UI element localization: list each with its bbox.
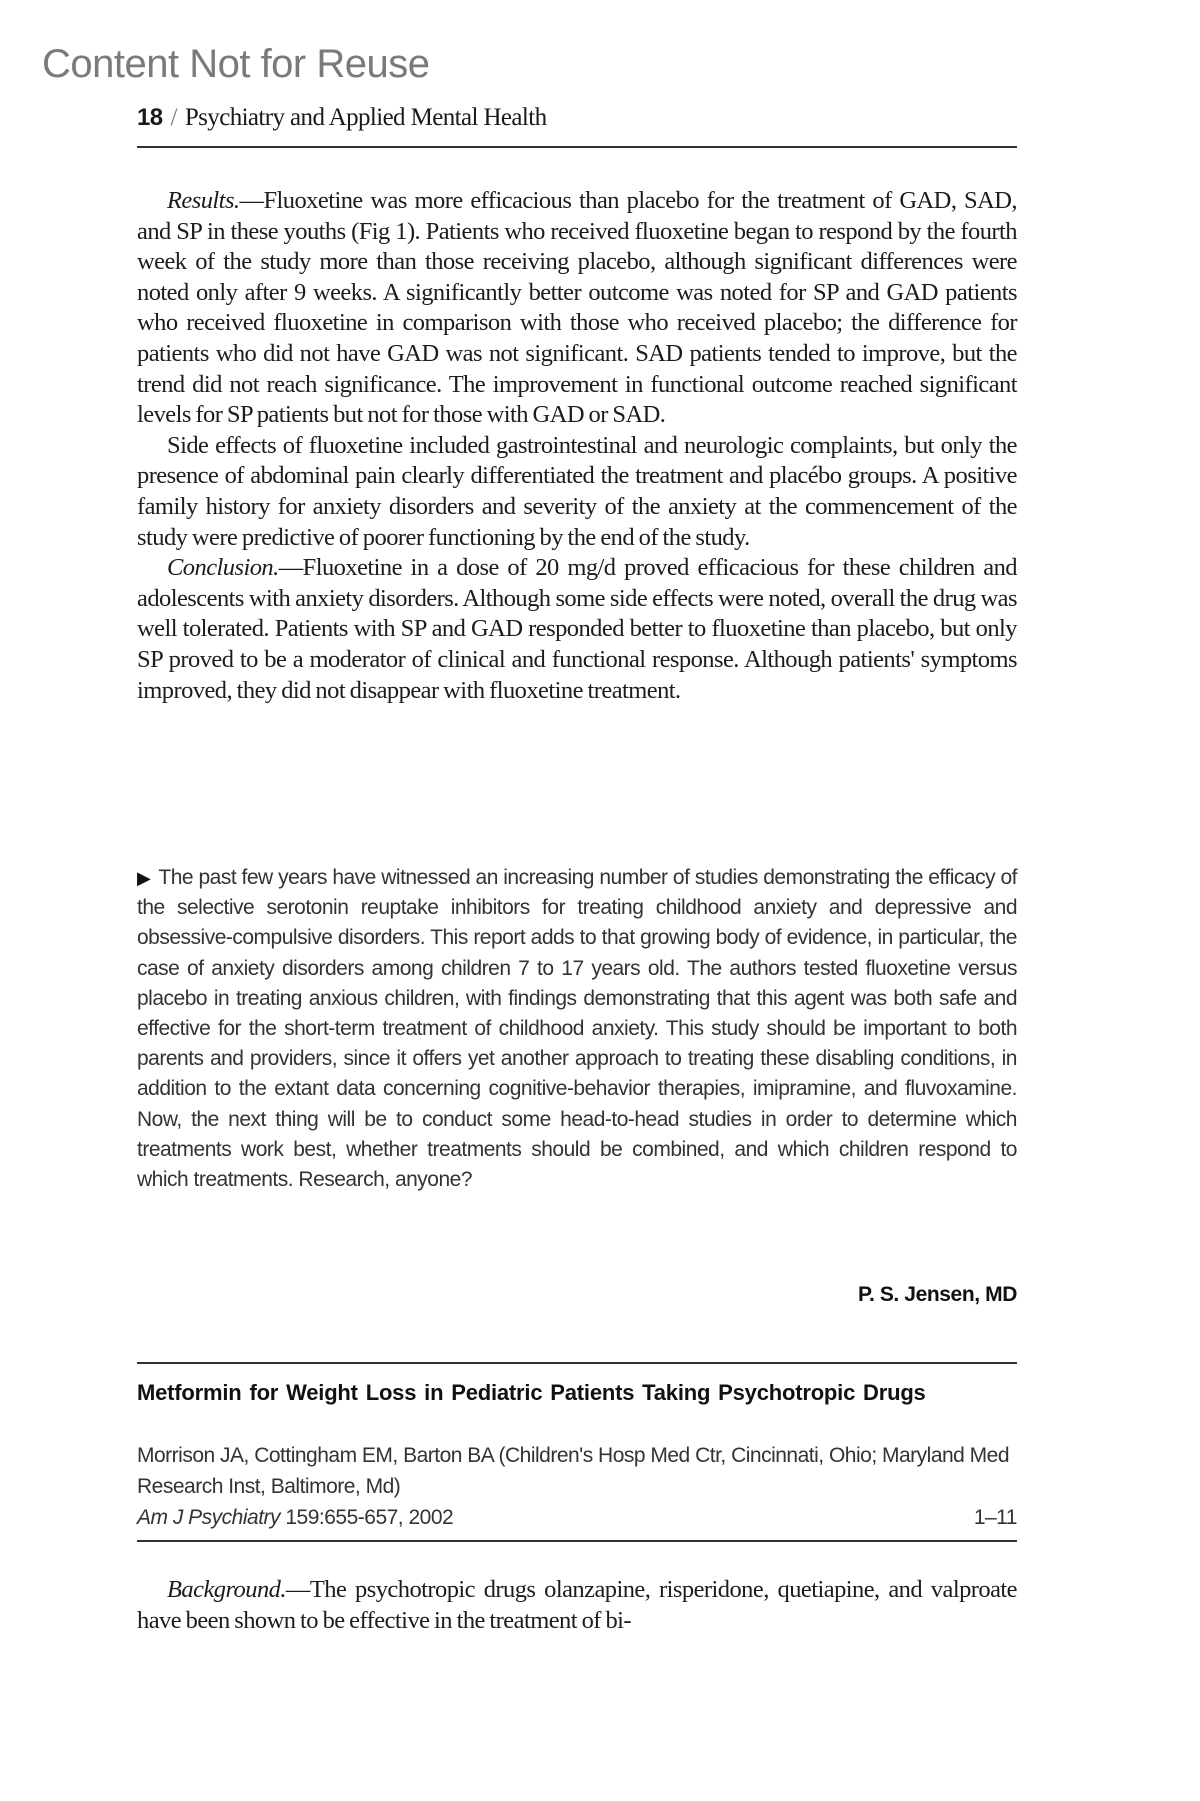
citation-journal: Am J Psychiatry — [137, 1506, 281, 1529]
page-number: 18 — [137, 104, 163, 131]
commentary-text: The past few years have witnessed an increasing number of studies demonstrating the efficacy of the selective serotonin reuptake inhibitors for treating childhood anxiety and depressive and obsessive-compulsive disorders. This report adds to that growing body of evidence, in particular, the case of anxiety disorders among children 7 to 17 years old. The authors tested fluoxetine versus placebo in treating anxious children, with findings demonstrating that this agent was both safe and effective for the short-term treatment of childhood anxiety. This study should be important to both parents and providers, since it offers yet another approach to treating these disabling conditions, in addition to the extant data concerning cognitive-behavior therapies, imipramine, and fluvoxamine. Now, the next thing will be to conduct some head-to-head studies in order to determine which treatments work best, whether treatments should be combined, and which children respond to which treatments. Research, anyone? — [137, 866, 1017, 1192]
citation — [137, 1502, 453, 1533]
conclusion-paragraph — [137, 553, 1017, 706]
article-meta — [137, 1440, 1017, 1533]
triangle-bullet-icon: ▶ — [137, 868, 151, 888]
results-lead: Results. — [167, 187, 240, 214]
commentary-signature: P. S. Jensen, MD — [858, 1283, 1017, 1306]
side-effects-text: Side effects of fluoxetine included gastrointestinal and neurologic complaints, but only the presence of abdominal pain clearly differentiated the treatment and placébo groups. A positive family history for anxiety disorders and severity of the anxiety at the commencement of the study were predictive of poorer functioning by the end of the study. — [137, 431, 1017, 551]
conclusion-lead: Conclusion. — [167, 554, 279, 582]
running-head-separator: / — [170, 104, 177, 131]
conclusion-text: —Fluoxetine in a dose of 20 mg/d proved efficacious for these children and adolescents with anxiety disorders. Although some side effects were noted, overall the drug was well tolerated. Patients with SP and GAD responded better to fluoxetine than placebo, but only SP proved to be a moderator of clinical and functional response. Although patients' symptoms improved, they did not disappear with fluoxetine treatment. — [137, 554, 1017, 704]
article-bottom-rule — [137, 1540, 1017, 1542]
results-text: —Fluoxetine was more efficacious than placebo for the treatment of GAD, SAD, and SP in these youths (Fig 1). Patients who received fluoxetine began to respond by the fourth week of the study more than those receiving placebo, although significant differences were noted only after 9 weeks. A significantly better outcome was noted for SP and GAD patients who received fluoxetine in comparison with those who received placebo; the difference for patients who did not have GAD was not significant. SAD patients tended to improve, but the trend did not reach significance. The improvement in functional outcome reached significant levels for SP patients but not for those with GAD or SAD. — [137, 187, 1017, 429]
article-code: 1–11 — [973, 1506, 1017, 1529]
article-title: Metformin for Weight Loss in Pediatric Patients Taking Psychotropic Drugs — [137, 1380, 926, 1405]
editorial-commentary — [137, 863, 1017, 1195]
results-section — [137, 186, 1017, 706]
background-lead: Background. — [167, 1576, 286, 1603]
article-authors: Morrison JA, Cottingham EM, Barton BA (Children's Hosp Med Ctr, Cincinnati, Ohio; Maryland Med Research Inst, Baltimore, Md) — [137, 1444, 1010, 1498]
watermark: Content Not for Reuse — [42, 42, 430, 86]
background-text: —The psychotropic drugs olanzapine, risperidone, quetiapine, and valproate have been shown to be effective in the treatment of bi- — [137, 1576, 1017, 1634]
header-rule — [137, 146, 1017, 148]
side-effects-paragraph — [137, 431, 1017, 553]
citation-row — [137, 1502, 1017, 1533]
results-paragraph — [137, 186, 1017, 431]
background-section — [137, 1575, 1017, 1636]
citation-volume: 159:655-657, 2002 — [280, 1506, 454, 1529]
running-head — [137, 104, 1017, 132]
journal-name: Psychiatry and Applied Mental Health — [184, 104, 547, 131]
background-paragraph — [137, 1575, 1017, 1636]
article-top-rule — [137, 1362, 1017, 1364]
